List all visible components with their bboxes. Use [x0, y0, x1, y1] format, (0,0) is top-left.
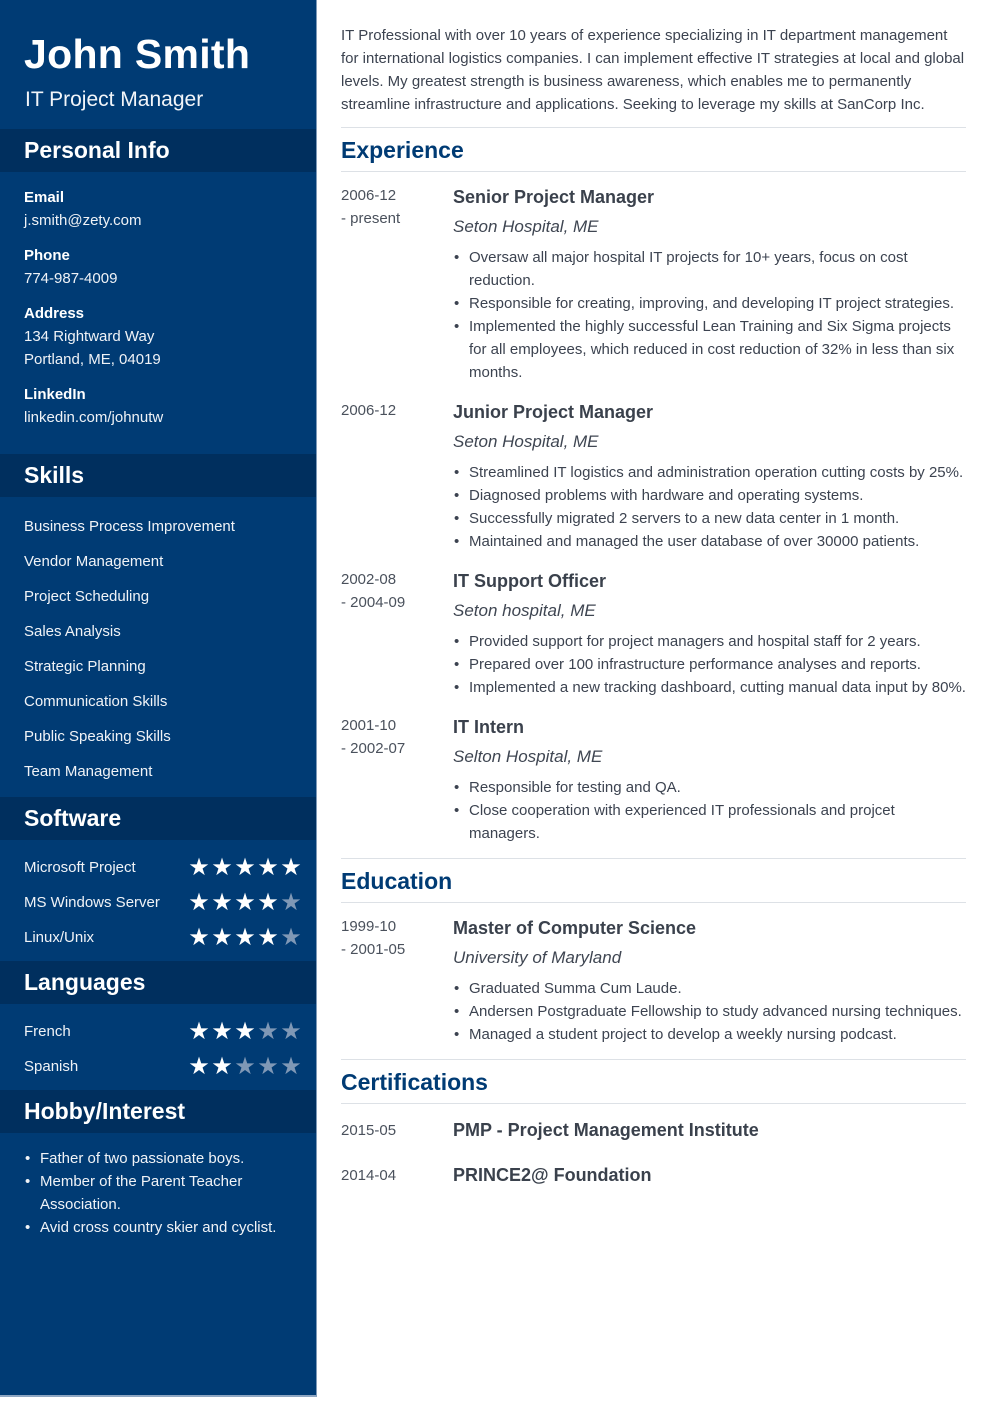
personal-info-heading: Personal Info [0, 129, 316, 172]
certifications-heading: Certifications [341, 1060, 966, 1104]
rating-stars [188, 923, 302, 951]
entry-bullets [453, 622, 966, 702]
entry-body [453, 714, 966, 848]
entry-date [341, 714, 453, 848]
software-row [24, 920, 316, 955]
email-value[interactable]: j.smith@zety.com [24, 212, 142, 229]
entry-body [453, 568, 966, 702]
education-heading: Education [341, 859, 966, 903]
bullet-item: • Andersen Postgraduate Fellowship to study advanced nursing techniques. [453, 1000, 966, 1023]
skill-item: Business Process Improvement [24, 518, 235, 535]
bullet-item: • Close cooperation with experienced IT professionals and projcet managers. [453, 799, 966, 845]
bullet-item: • Successfully migrated 2 servers to a new data center in 1 month. [453, 507, 966, 530]
certifications-list [341, 1104, 966, 1194]
bullet-item: • Streamlined IT logistics and administration operation cutting costs by 25%. [453, 461, 966, 484]
rating-stars [188, 1052, 302, 1080]
education-entry [341, 903, 966, 1049]
experience-heading: Experience [341, 128, 966, 172]
star-empty-icon: ★ [234, 1052, 256, 1080]
entry-organization: University of Maryland [453, 948, 622, 967]
date-start: 1999-10 [341, 918, 397, 935]
linkedin-block [24, 383, 316, 429]
entry-date [341, 915, 453, 1049]
star-filled-icon: ★ [257, 923, 279, 951]
star-filled-icon: ★ [234, 1017, 256, 1045]
rating-stars [188, 853, 302, 881]
date-start: 2002-08 [341, 571, 397, 588]
entry-body [453, 915, 966, 1049]
bullet-item: • Graduated Summa Cum Laude. [453, 977, 966, 1000]
main-content [341, 24, 966, 1194]
date-end: - 2001-05 [341, 941, 406, 958]
personal-info [0, 172, 316, 449]
hobbies-heading: Hobby/Interest [0, 1090, 316, 1133]
software-heading: Software [0, 797, 316, 840]
bullet-item: • Provided support for project managers and hospital staff for 2 years. [453, 630, 966, 653]
experience-entry [341, 702, 966, 848]
entry-organization: Seton hospital, ME [453, 601, 596, 620]
star-empty-icon: ★ [280, 1017, 302, 1045]
star-filled-icon: ★ [257, 888, 279, 916]
address-label: Address [24, 305, 85, 322]
date-start: 2006-12 [341, 187, 397, 204]
bullet-item: • Managed a student project to develop a weekly nursing podcast. [453, 1023, 966, 1046]
star-empty-icon: ★ [280, 1052, 302, 1080]
experience-entry [341, 172, 966, 387]
entry-title: IT Support Officer [453, 571, 606, 591]
software-list [0, 840, 316, 961]
date-end: - 2002-07 [341, 740, 406, 757]
language-row [24, 1014, 316, 1049]
star-filled-icon: ★ [188, 1052, 210, 1080]
certification-entry [341, 1149, 966, 1194]
star-empty-icon: ★ [280, 923, 302, 951]
software-label: MS Windows Server [24, 894, 160, 911]
bullet-item: • Oversaw all major hospital IT projects for 10+ years, focus on cost reduction. [453, 246, 966, 292]
rating-stars [188, 1017, 302, 1045]
date-start: 2001-10 [341, 717, 397, 734]
entry-organization: Seton Hospital, ME [453, 217, 599, 236]
certification-entry [341, 1104, 966, 1149]
skills-list [0, 497, 316, 797]
star-filled-icon: ★ [188, 853, 210, 881]
bullet-item: • Maintained and managed the user database of over 30000 patients. [453, 530, 966, 553]
star-empty-icon: ★ [257, 1052, 279, 1080]
cert-date: 2015-05 [341, 1122, 397, 1139]
star-filled-icon: ★ [188, 1017, 210, 1045]
phone-label: Phone [24, 247, 70, 264]
skill-item: Project Scheduling [24, 588, 150, 605]
cert-title: PMP - Project Management Institute [453, 1120, 759, 1140]
skill-item: Strategic Planning [24, 658, 146, 675]
hobby-item: • Avid cross country skier and cyclist. [24, 1216, 294, 1239]
entry-title: Master of Computer Science [453, 918, 697, 938]
email-block [24, 186, 316, 232]
language-row [24, 1049, 316, 1084]
linkedin-label: LinkedIn [24, 386, 86, 403]
hobby-item: • Father of two passionate boys. [24, 1147, 294, 1170]
entry-title: Senior Project Manager [453, 187, 655, 207]
entry-bullets [453, 453, 966, 556]
skill-item: Sales Analysis [24, 623, 121, 640]
languages-list [0, 1004, 316, 1090]
skill-item: Team Management [24, 763, 153, 780]
software-label: Microsoft Project [24, 859, 136, 876]
hobby-item: • Member of the Parent Teacher Association. [24, 1170, 294, 1216]
star-filled-icon: ★ [234, 853, 256, 881]
language-label: Spanish [24, 1058, 79, 1075]
star-filled-icon: ★ [211, 888, 233, 916]
software-row [24, 885, 316, 920]
bullet-item: • Prepared over 100 infrastructure performance analyses and reports. [453, 653, 966, 676]
entry-title: IT Intern [453, 717, 524, 737]
skills-heading: Skills [0, 454, 316, 497]
linkedin-value[interactable]: linkedin.com/johnutw [24, 409, 164, 426]
software-row [24, 850, 316, 885]
star-filled-icon: ★ [211, 1052, 233, 1080]
email-label: Email [24, 189, 65, 206]
experience-entry [341, 556, 966, 702]
bullet-item: • Diagnosed problems with hardware and operating systems. [453, 484, 966, 507]
hobbies-list [0, 1133, 316, 1239]
star-filled-icon: ★ [234, 923, 256, 951]
candidate-title: IT Project Manager [25, 88, 204, 111]
address-line-1: 134 Rightward Way [24, 328, 155, 345]
bullet-item: • Implemented a new tracking dashboard, cutting manual data input by 80%. [453, 676, 966, 699]
skill-item: Vendor Management [24, 553, 164, 570]
star-filled-icon: ★ [280, 853, 302, 881]
bullet-item: • Responsible for creating, improving, and developing IT project strategies. [453, 292, 966, 315]
star-filled-icon: ★ [188, 888, 210, 916]
skill-item: Communication Skills [24, 693, 168, 710]
star-filled-icon: ★ [257, 853, 279, 881]
entry-date [341, 568, 453, 702]
entry-bullets [453, 969, 966, 1049]
entry-date [341, 184, 453, 387]
star-filled-icon: ★ [211, 923, 233, 951]
skill-item: Public Speaking Skills [24, 728, 171, 745]
phone-block [24, 244, 316, 290]
date-end: - 2004-09 [341, 594, 406, 611]
language-label: French [24, 1023, 71, 1040]
entry-organization: Seton Hospital, ME [453, 432, 599, 451]
summary: IT Professional with over 10 years of experience specializing in IT department management for international logistics companies. I can implement effective IT strategies at local and global levels. My greatest strength is business awareness, which enables me to permanently streamline infrastructure and applications. Seeking to leverage my skills at SanCorp Inc. [341, 24, 966, 128]
phone-value: 774-987-4009 [24, 270, 118, 287]
star-filled-icon: ★ [188, 923, 210, 951]
experience-list [341, 172, 966, 859]
date-end: - present [341, 210, 401, 227]
star-filled-icon: ★ [211, 1017, 233, 1045]
date-start: 2006-12 [341, 402, 397, 419]
entry-body [453, 399, 966, 556]
address-line-2: Portland, ME, 04019 [24, 351, 161, 368]
entry-date [341, 399, 453, 556]
experience-entry [341, 387, 966, 556]
star-filled-icon: ★ [234, 888, 256, 916]
star-empty-icon: ★ [280, 888, 302, 916]
star-empty-icon: ★ [257, 1017, 279, 1045]
entry-body [453, 184, 966, 387]
bullet-item: • Responsible for testing and QA. [453, 776, 966, 799]
languages-heading: Languages [0, 961, 316, 1004]
software-label: Linux/Unix [24, 929, 95, 946]
entry-bullets [453, 768, 966, 848]
cert-title: PRINCE2@ Foundation [453, 1165, 652, 1185]
star-filled-icon: ★ [211, 853, 233, 881]
entry-title: Junior Project Manager [453, 402, 654, 422]
education-list [341, 903, 966, 1060]
entry-organization: Selton Hospital, ME [453, 747, 603, 766]
bullet-item: • Implemented the highly successful Lean Training and Six Sigma projects for all employees, which reduced in cost reduction of 32% in less than six months. [453, 315, 966, 384]
rating-stars [188, 888, 302, 916]
sidebar [0, 0, 317, 1397]
entry-bullets [453, 238, 966, 387]
address-block [24, 302, 316, 371]
candidate-name: John Smith [24, 31, 251, 77]
cert-date: 2014-04 [341, 1167, 397, 1184]
